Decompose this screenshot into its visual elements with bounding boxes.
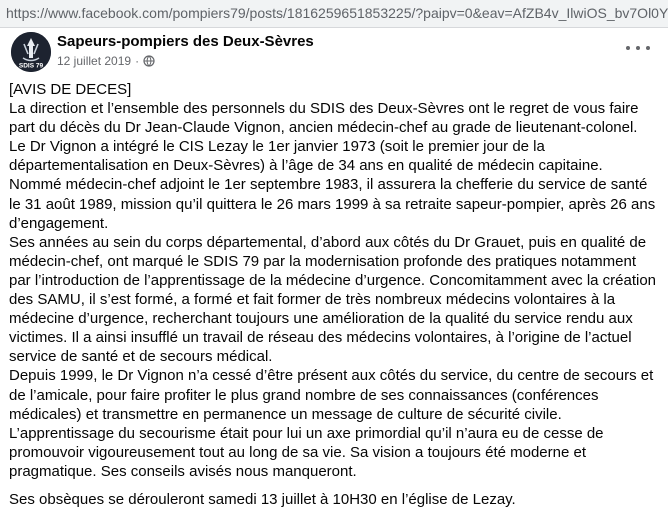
page-avatar[interactable] — [11, 32, 51, 72]
post-paragraph: Ses obsèques se dérouleront samedi 13 juillet à 10H30 en l’église de Lezay. — [9, 490, 516, 508]
post-paragraph: La direction et l’ensemble des personnels du SDIS des Deux-Sèvres ont le regret de vous faire part du décès du Dr Jean-Claude Vignon, ancien médecin-chef au grade de lieutenant-colonel. — [9, 100, 639, 137]
post-header — [0, 28, 668, 74]
post-text — [9, 80, 661, 509]
page-name-link[interactable]: Sapeurs-pompiers des Deux-Sèvres — [57, 33, 314, 50]
more-dot — [646, 46, 650, 50]
post-meta — [57, 54, 155, 68]
meta-separator: · — [135, 54, 140, 68]
post-paragraph: [AVIS DE DECES] — [9, 81, 132, 98]
sdis-logo-icon — [11, 32, 51, 72]
post-paragraph: Le Dr Vignon a intégré le CIS Lezay le 1er janvier 1973 (soit le premier jour de la départementalisation en Deux-Sèvres) à l’âge de 34 ans en qualité de médecin capitaine. — [9, 138, 603, 175]
address-bar[interactable] — [0, 0, 668, 28]
address-bar-url[interactable]: https://www.facebook.com/pompiers79/posts/1816259651853225/?paipv=0&eav=AfZB4v_IlwiOS_bv7Ol0Y — [6, 5, 668, 21]
globe-icon[interactable] — [143, 55, 155, 67]
post-paragraph: Nommé médecin-chef adjoint le 1er septembre 1983, il assurera la chefferie du service de santé le 31 août 1989, mission qu’il quittera le 26 mars 1999 à sa retraite sapeur-pompier, après 26 ans d’engagement. — [9, 176, 656, 232]
avatar-text: SDIS 79 — [18, 62, 44, 70]
post-date-link[interactable]: 12 juillet 2019 — [57, 54, 132, 68]
more-dot — [626, 46, 630, 50]
more-dot — [636, 46, 640, 50]
more-options-icon[interactable] — [626, 40, 650, 56]
post-paragraph: Ses années au sein du corps départemental, d’abord aux côtés du Dr Grauet, puis en qualité de médecin-chef, ont marqué le SDIS 79 par la modernisation profonde des pratiques notamment par l’introduction de l’apprentissage de la médecine d’urgence. Concomitamment avec la création des SAMU, il s’est formé, a formé et fait former de très nombreux médecins volontaires à la médecine d’urgence, recherchant toujours une amélioration de la qualité du service rendu aux victimes. Il a ainsi insufflé un travail de réseau des médecins volontaires, à l’origine de l’actuel service de santé et de secours médical. — [9, 233, 657, 366]
post-paragraph: Depuis 1999, le Dr Vignon n’a cessé d’être présent aux côtés du service, du centre de secours et de l’amicale, pour faire profiter le plus grand nombre de ses connaissances (conférences médicales) et transmettre en permanence un message de culture de sécurité civile. L’apprentissage du secourisme était pour lui un axe primordial qu’il n’aura eu de cesse de promouvoir vigoureusement tout au long de sa vie. Sa vision a toujours été moderne et pragmatique. Ses conseils avisés nous manqueront. — [9, 367, 654, 480]
